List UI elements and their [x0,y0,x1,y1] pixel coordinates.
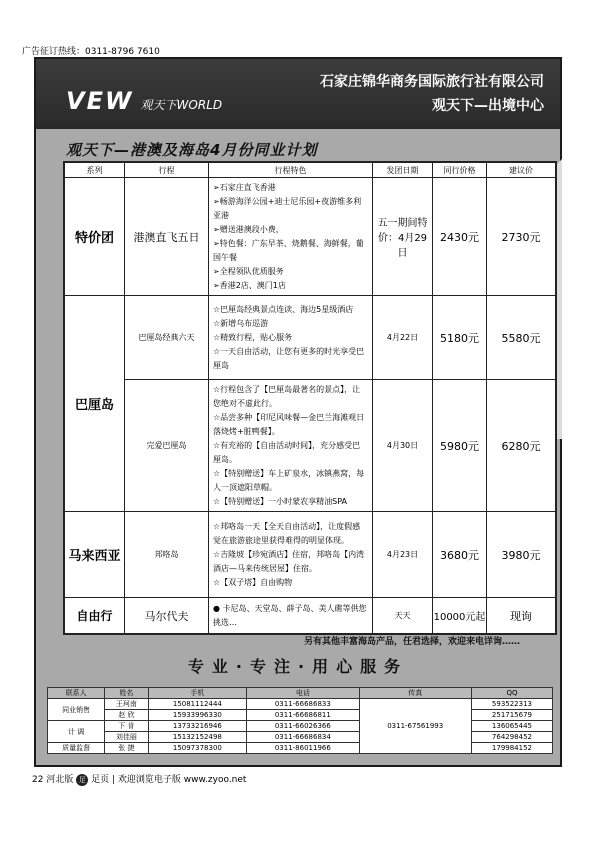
series-cell: 马来西亚 [65,512,125,598]
table-row [48,710,553,721]
name-cell: 张 捷 [105,743,148,754]
mobile-cell: 15097378300 [148,743,247,754]
role-cell: 质量监督 [48,743,105,754]
table-row [65,178,556,296]
series-cell: 特价团 [65,178,125,296]
feature-line: ➢特色餐：广东早茶、烧鹅餐、海鲜餐，葡国午餐 [213,238,364,262]
contacts-table [47,687,553,754]
route-cell: 港澳直飞五日 [125,178,209,296]
col-header: 电话 [247,688,359,699]
name-cell: 王珂南 [105,699,148,710]
col-header: 联系人 [48,688,105,699]
feature-line: ☆吉隆坡【珍宛酒店】住宿，邦咯岛【内湾酒店—马来传统居屋】住宿。 [213,549,365,573]
company-name: 石家庄锦华商务国际旅行社有限公司 [320,74,544,90]
features-cell [209,296,373,380]
feature-line: ☆【特别赠送】车上矿泉水，冰镇燕窝，每人一顶遮阳草帽。 [213,468,365,492]
brand-logo [66,87,222,115]
table-row [48,743,553,754]
route-cell: 完爱巴厘岛 [125,380,209,512]
qq-cell: 251715679 [471,710,552,721]
col-header: 传真 [359,688,471,699]
qq-cell: 764298452 [471,732,552,743]
slogan: 专业·专注·用心服务 [187,657,409,676]
date-cell: 4月22日 [373,296,433,380]
feature-line: ☆精致行程，贴心服务 [213,332,293,342]
feature-line: ➢畅游海洋公园+迪士尼乐园+夜游维多利亚港 [213,196,362,220]
table-row [65,296,556,380]
contacts-header-row [48,688,553,699]
footnote: 另有其他丰富海岛产品，任君选择，欢迎来电详询…… [303,637,520,647]
phone-cell: 0311-86011966 [247,743,359,754]
name-cell: 刘佳丽 [105,732,148,743]
name-cell: 赵 欣 [105,710,148,721]
feature-line: ☆有充裕的【自由活动时间】，充分感受巴厘岛。 [213,440,361,464]
feature-line: ☆一天自由活动，让您有更多的时光享受巴厘岛 [213,346,365,370]
logo-sub: 观天下WORLD [140,98,223,112]
fax-cell: 0311-67561993 [359,699,471,754]
col-header: QQ [471,688,552,699]
footer-text: 欢迎浏览电子版 [117,775,181,785]
name-cell: 下 肯 [105,721,148,732]
phone-cell: 0311-66026366 [247,721,359,732]
features-cell [209,598,373,634]
route-cell: 马尔代夫 [125,598,209,634]
feature-line: ☆行程包含了【巴厘岛最著名的景点】，让您绝对不虚此行。 [213,384,361,408]
peer-price-cell: 10000元起 [433,598,487,634]
suggested-price-cell: 2730元 [487,178,556,296]
peer-price-cell: 3680元 [433,512,487,598]
peer-price-cell: 5180元 [433,296,487,380]
route-cell: 邦咯岛 [125,512,209,598]
suggested-price-cell: 现询 [487,598,556,634]
series-cell: 巴厘岛 [65,296,125,512]
route-cell: 巴厘岛经典六天 [125,296,209,380]
feature-line: ☆巴厘岛经典景点连读、海边5星级酒店 [213,304,354,314]
table-row [65,512,556,598]
col-header: 系列 [65,163,125,178]
mobile-cell: 15081112444 [148,699,247,710]
col-header: 同行价格 [433,163,487,178]
feature-line: ➢石家庄直飞香港 [213,182,276,192]
mobile-cell: 13733216946 [148,721,247,732]
suggested-price-cell: 3980元 [487,512,556,598]
date-cell: 4月30日 [373,380,433,512]
phone-cell: 0311-66686811 [247,710,359,721]
series-cell: 自由行 [65,598,125,634]
header-band [36,59,560,129]
table-row [48,732,553,743]
footer-separator: | [111,775,116,785]
plan-header-row [65,163,556,178]
table-row [65,380,556,512]
peer-price-cell: 5980元 [433,380,487,512]
features-cell [209,380,373,512]
col-header: 建议价 [487,163,556,178]
feature-line: ☆【双子塔】自由购物 [213,577,293,587]
table-row [65,598,556,634]
ad-hotline: 广告征订热线：0311-8796 7610 [22,47,160,57]
brand-label: 足页 [91,775,110,785]
feature-line: ● 卡尼岛、天堂岛、薛子岛、美人礁等供您挑选… [213,603,367,627]
date-cell: 五一期间特价：4月29日 [373,178,433,296]
col-header: 姓名 [105,688,148,699]
role-cell: 计 调 [48,721,105,743]
mobile-cell: 15933996330 [148,710,247,721]
peer-price-cell: 2430元 [433,178,487,296]
col-header: 行程特色 [209,163,373,178]
features-cell [209,178,373,296]
feature-line: ☆【特别赠送】一小时蒙农享精油SPA [213,496,348,506]
table-row [48,721,553,732]
mobile-cell: 15132152498 [148,732,247,743]
qq-cell: 136065445 [471,721,552,732]
feature-line: ☆邦咯岛一天【全天自由活动】，让度假感觉在旅游旅途里获得难得的明显体现。 [213,521,361,545]
zuye-logo-icon: 足 [76,774,88,786]
plan-sheet [63,161,557,635]
page-number: 22 [32,775,44,785]
footer-url[interactable]: www.zyoo.net [183,775,247,785]
phone-cell: 0311-66686834 [247,732,359,743]
page-footer [32,772,246,786]
qq-cell: 179984152 [471,743,552,754]
contacts-block [47,687,553,754]
table-row [48,699,553,710]
feature-line: ➢全程领队优质服务 [213,266,284,276]
date-cell: 4月23日 [373,512,433,598]
col-header: 手机 [148,688,247,699]
edition-label: 河北版 [46,775,74,785]
feature-line: ➢香港2店、澳门1店 [213,280,286,290]
plan-title: 观天下—港澳及海岛4月份同业计划 [66,141,318,159]
date-cell: 天天 [373,598,433,634]
col-header: 发团日期 [373,163,433,178]
col-header: 行程 [125,163,209,178]
feature-line: ➢赠送港澳段小费， [213,224,284,234]
center-name: 观天下—出境中心 [432,98,544,114]
logo-main: VEW [66,87,134,115]
qq-cell: 593522313 [471,699,552,710]
ad-frame [34,57,562,767]
suggested-price-cell: 5580元 [487,296,556,380]
feature-line: ☆新增乌布巡游 [213,318,269,328]
plan-table [64,162,556,634]
suggested-price-cell: 6280元 [487,380,556,512]
features-cell [209,512,373,598]
phone-cell: 0311-66686833 [247,699,359,710]
role-cell: 同业销售 [48,699,105,721]
feature-line: ☆品尝多种【印尼风味餐—金巴兰海滩观日落烧烤+脏鸭餐】。 [213,412,365,436]
